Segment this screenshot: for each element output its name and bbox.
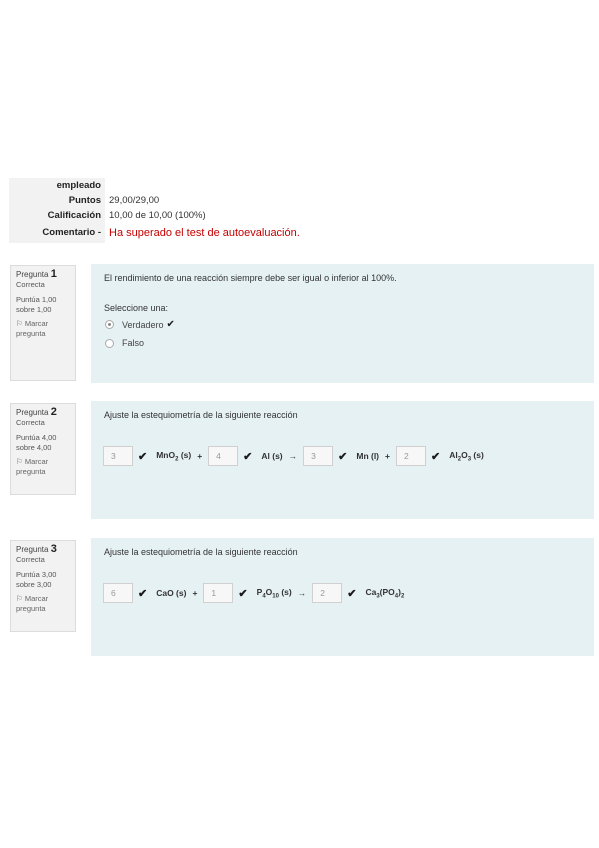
puntos-value: 29,00/29,00 (109, 195, 160, 206)
check-icon: ✔ (347, 587, 357, 600)
plus-sign: + (192, 588, 198, 598)
question-status: Correcta (16, 555, 45, 564)
question-2-content (91, 401, 594, 519)
calificacion-label: Calificación (9, 208, 105, 223)
comentario-label: Comentario - (9, 223, 105, 243)
plus-sign: + (385, 451, 390, 461)
question-1-info (10, 265, 76, 381)
puntos-label: Puntos (9, 193, 105, 208)
question-score: Puntúa 4,00 sobre 4,00 (16, 433, 57, 452)
calificacion-value: 10,00 de 10,00 (100%) (109, 210, 206, 221)
summary-row-comentario (9, 223, 595, 243)
question-number: Pregunta 1 (16, 268, 57, 280)
reactant-term: Al (s) (261, 451, 283, 461)
question-number: Pregunta 3 (16, 543, 57, 555)
answer-prompt: Seleccione una: (104, 303, 169, 313)
check-icon: ✔ (166, 319, 175, 330)
check-icon: ✔ (431, 450, 441, 463)
coefficient-input[interactable]: 6 (103, 583, 133, 603)
option-verdadero[interactable]: Verdadero ✔ (105, 319, 175, 330)
check-icon: ✔ (238, 587, 248, 600)
check-icon: ✔ (138, 450, 148, 463)
reactant-term: CaO (s) (156, 588, 187, 598)
product-term: $Al_2O_3$ (s) (449, 449, 484, 463)
check-icon: ✔ (138, 587, 148, 600)
question-2-info (10, 403, 76, 495)
question-text: El rendimiento de una reacción siempre debe ser igual o inferior al 100%. (104, 273, 397, 283)
empleado-label: empleado (9, 178, 105, 193)
reactant-term: MnO$_2$ (s) (156, 449, 192, 463)
product-term: $Ca_3(PO_4)_2$ (365, 586, 405, 600)
question-1-content (91, 264, 594, 383)
flag-question-link[interactable]: ⚐ Marcar pregunta (16, 319, 49, 338)
question-status: Correcta (16, 280, 45, 289)
summary-row-puntos (9, 193, 595, 208)
question-number: Pregunta 2 (16, 406, 57, 418)
summary-row-empleado (9, 178, 595, 193)
coefficient-input[interactable]: 1 (203, 583, 233, 603)
flag-question-link[interactable]: ⚐ Marcar pregunta (16, 457, 49, 476)
coefficient-input[interactable]: 2 (312, 583, 342, 603)
equation-row (103, 446, 484, 466)
question-3-content (91, 538, 594, 656)
radio-icon[interactable] (105, 320, 114, 329)
flag-icon: ⚐ (16, 594, 23, 603)
question-text: Ajuste la estequiometría de la siguiente reacción (104, 547, 298, 557)
coefficient-input[interactable]: 2 (396, 446, 426, 466)
coefficient-input[interactable]: 4 (208, 446, 238, 466)
product-term: Mn (l) (356, 451, 380, 461)
plus-sign: + (197, 451, 203, 461)
flag-icon: ⚐ (16, 319, 23, 328)
flag-icon: ⚐ (16, 457, 23, 466)
review-summary-table (9, 178, 595, 243)
question-text: Ajuste la estequiometría de la siguiente reacción (104, 410, 298, 420)
comentario-value: Ha superado el test de autoevaluación. (109, 227, 300, 239)
radio-icon[interactable] (105, 339, 114, 348)
flag-question-link[interactable]: ⚐ Marcar pregunta (16, 594, 49, 613)
reactant-term: $P_4O_{10}$ (s) (256, 586, 292, 600)
check-icon: ✔ (338, 450, 348, 463)
question-status: Correcta (16, 418, 45, 427)
equation-row (103, 583, 404, 603)
coefficient-input[interactable]: 3 (103, 446, 133, 466)
question-score: Puntúa 3,00 sobre 3,00 (16, 570, 57, 589)
arrow-sign: → (288, 451, 298, 461)
check-icon: ✔ (243, 450, 253, 463)
question-3-info (10, 540, 76, 632)
summary-row-calificacion (9, 208, 595, 223)
question-score: Puntúa 1,00 sobre 1,00 (16, 295, 57, 314)
option-falso[interactable]: Falso (105, 338, 144, 348)
coefficient-input[interactable]: 3 (303, 446, 333, 466)
arrow-sign: → (297, 588, 307, 598)
